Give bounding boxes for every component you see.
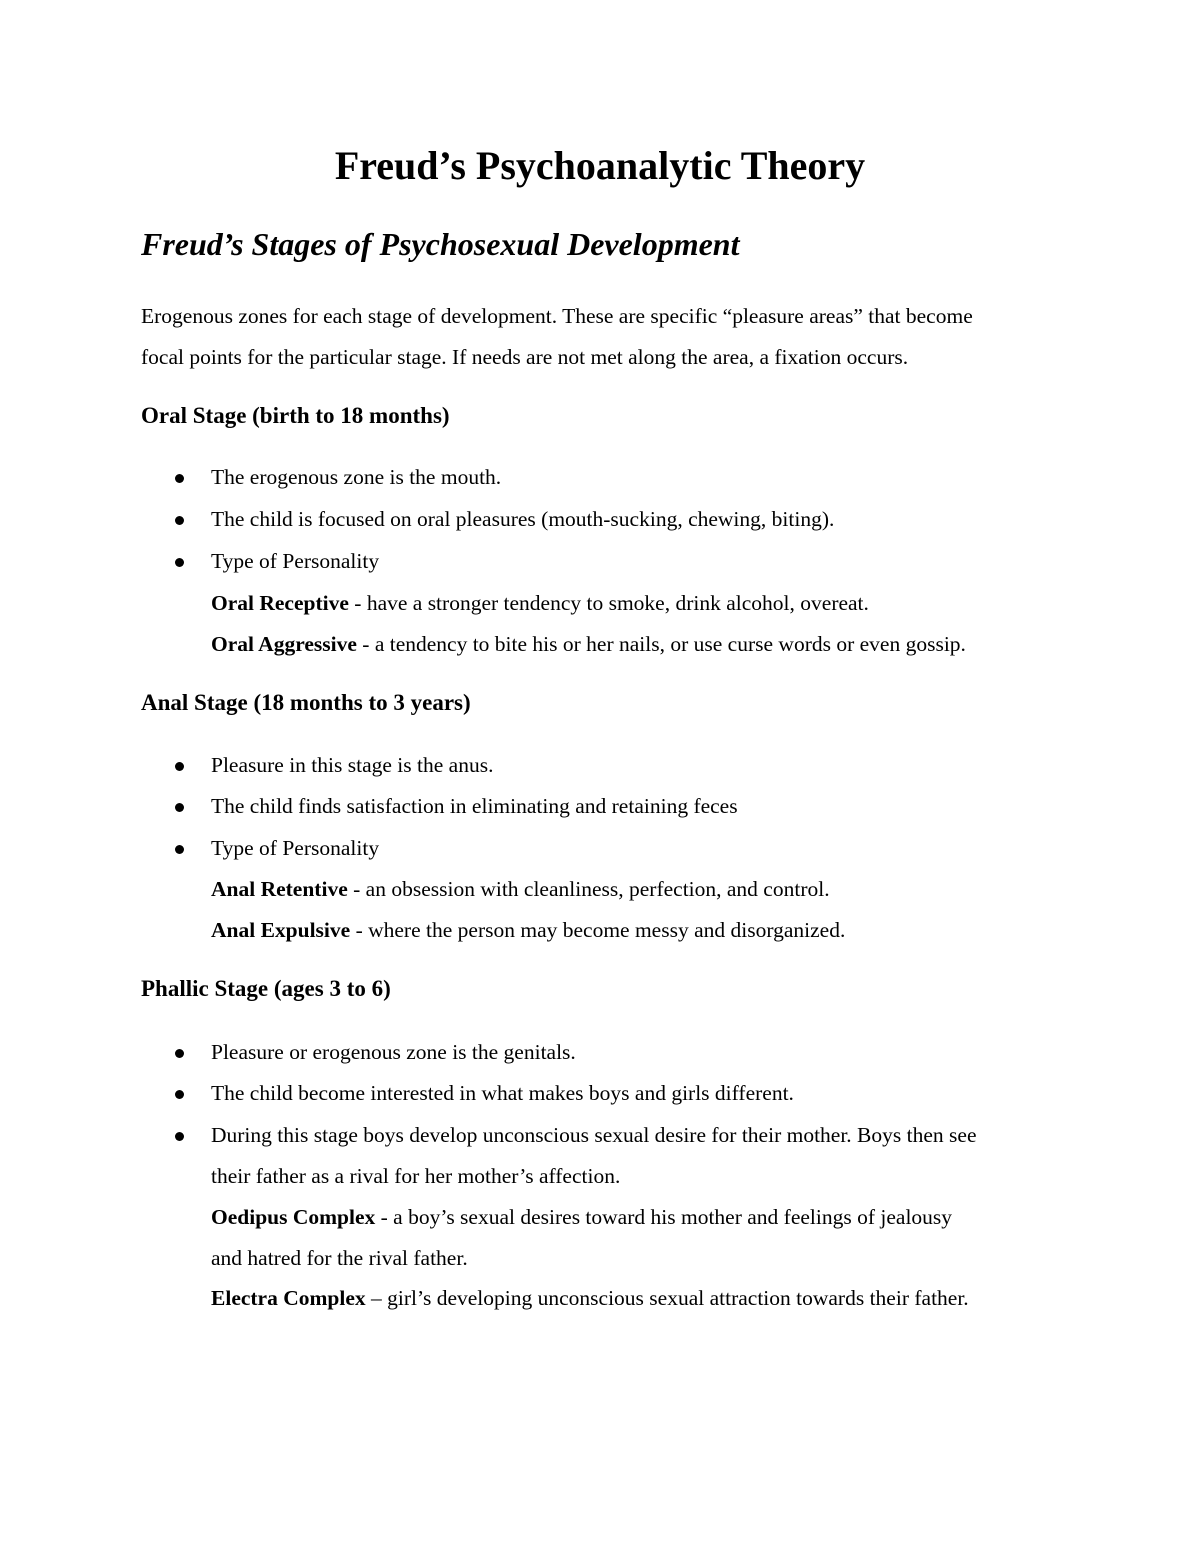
oral-aggressive-term: Oral Aggressive — [211, 632, 357, 656]
phallic-stage-heading: Phallic Stage (ages 3 to 6) — [141, 976, 391, 1001]
anal-stage-heading: Anal Stage (18 months to 3 years) — [141, 690, 471, 715]
bullet-icon — [175, 845, 184, 854]
phallic-bullet-2: The child become interested in what makes boys and girls different. — [211, 1081, 794, 1105]
electra-complex-term: Electra Complex — [211, 1286, 366, 1310]
electra-complex-desc: – girl’s developing unconscious sexual attraction towards their father. — [365, 1286, 969, 1310]
bullet-icon — [175, 474, 184, 483]
phallic-bullet-3-continued: their father as a rival for her mother’s affection. — [211, 1164, 621, 1188]
section-subtitle: Freud’s Stages of Psychosexual Development — [141, 226, 740, 262]
bullet-icon — [175, 558, 184, 567]
oral-stage-heading: Oral Stage (birth to 18 months) — [141, 403, 450, 428]
oral-aggressive-desc: - a tendency to bite his or her nails, or use curse words or even gossip. — [356, 632, 966, 656]
anal-bullet-3: Type of Personality — [211, 836, 380, 860]
intro-line-1: Erogenous zones for each stage of development. These are specific “pleasure areas” that become — [141, 304, 973, 328]
phallic-bullet-1: Pleasure or erogenous zone is the genitals. — [211, 1040, 576, 1064]
bullet-icon — [175, 803, 184, 812]
anal-bullet-2: The child finds satisfaction in eliminating and retaining feces — [211, 794, 738, 818]
oral-receptive-desc: - have a stronger tendency to smoke, drink alcohol, overeat. — [348, 591, 869, 615]
intro-line-2: focal points for the particular stage. If needs are not met along the area, a fixation occurs. — [141, 345, 909, 369]
anal-expulsive-line — [211, 916, 845, 944]
oedipus-complex-desc: - a boy’s sexual desires toward his mother and feelings of jealousy — [375, 1205, 953, 1229]
oral-bullet-2: The child is focused on oral pleasures (mouth-sucking, chewing, biting). — [211, 507, 835, 531]
oral-receptive-term: Oral Receptive — [211, 591, 349, 615]
bullet-icon — [175, 1049, 184, 1058]
oedipus-complex-line — [211, 1203, 952, 1231]
anal-retentive-term: Anal Retentive — [211, 877, 348, 901]
oral-bullet-1: The erogenous zone is the mouth. — [211, 465, 502, 489]
oedipus-complex-desc-continued: and hatred for the rival father. — [211, 1246, 468, 1270]
anal-retentive-line — [211, 875, 830, 903]
oral-receptive-line — [211, 589, 869, 617]
page-title: Freud’s Psychoanalytic Theory — [334, 143, 866, 188]
bullet-icon — [175, 516, 184, 525]
oral-aggressive-line — [211, 630, 966, 658]
electra-complex-line — [211, 1284, 969, 1312]
bullet-icon — [175, 1090, 184, 1099]
bullet-icon — [175, 1132, 184, 1141]
anal-bullet-1: Pleasure in this stage is the anus. — [211, 753, 494, 777]
oral-bullet-3: Type of Personality — [211, 549, 380, 573]
anal-expulsive-desc: - where the person may become messy and disorganized. — [350, 918, 846, 942]
anal-expulsive-term: Anal Expulsive — [211, 918, 351, 942]
anal-retentive-desc: - an obsession with cleanliness, perfection, and control. — [347, 877, 830, 901]
oedipus-complex-term: Oedipus Complex — [211, 1205, 376, 1229]
bullet-icon — [175, 762, 184, 771]
phallic-bullet-3: During this stage boys develop unconscious sexual desire for their mother. Boys then see — [211, 1123, 977, 1147]
